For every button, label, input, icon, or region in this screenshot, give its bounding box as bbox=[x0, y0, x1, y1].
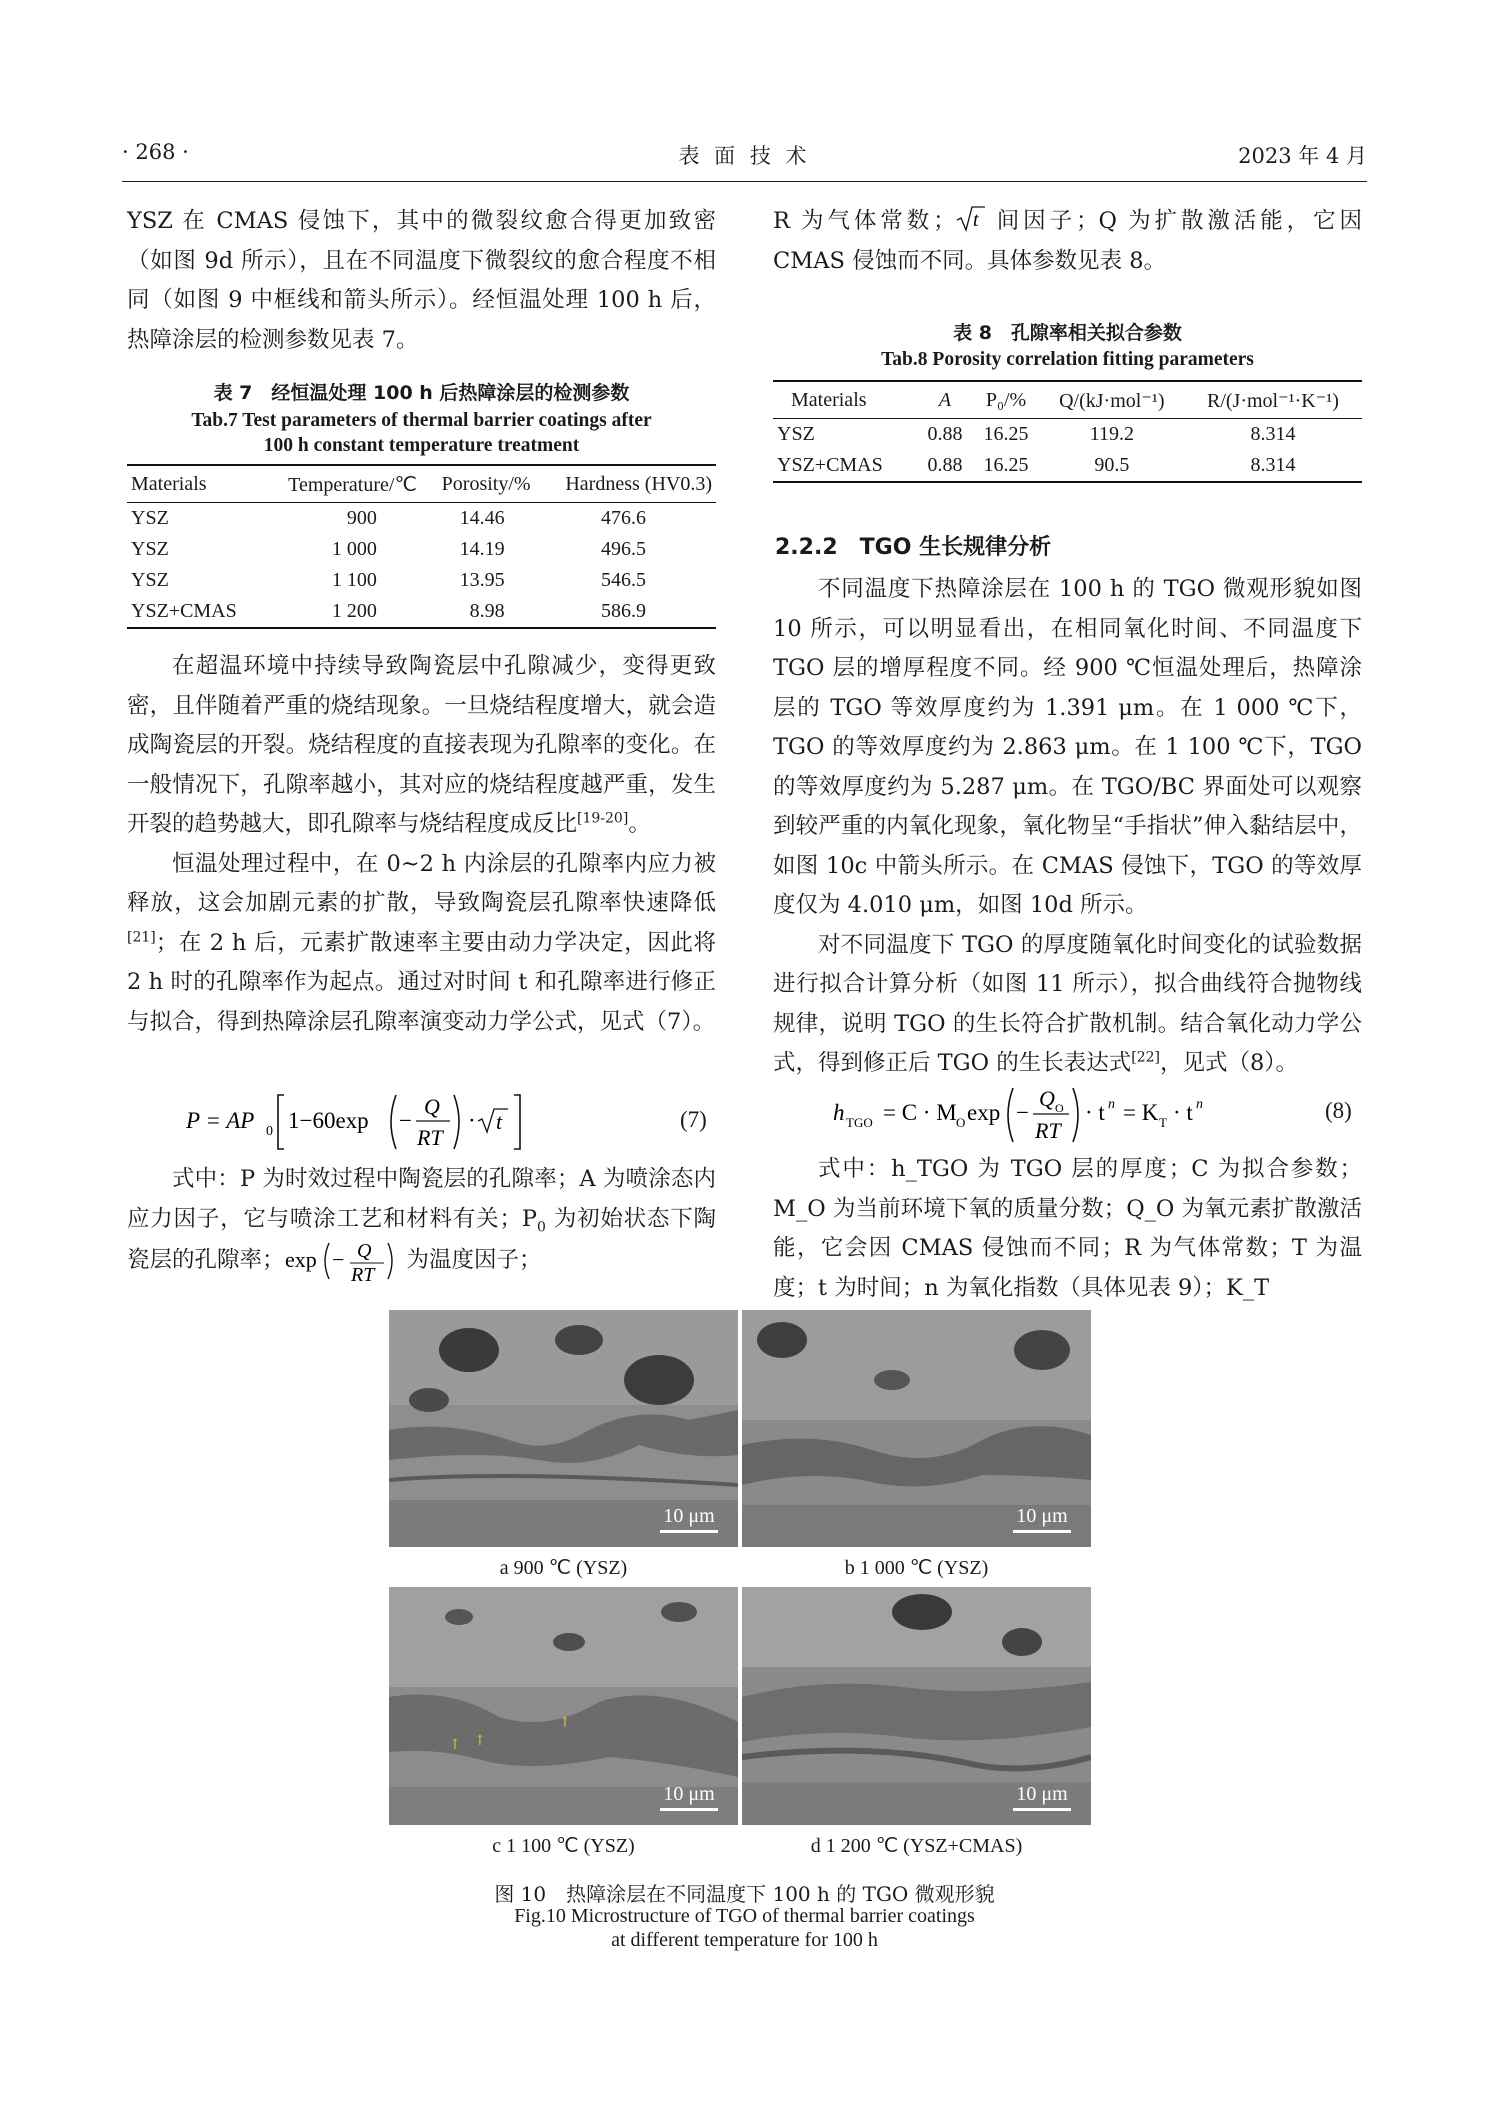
svg-text:↑: ↑ bbox=[559, 1715, 571, 1731]
column-header: P₀/% bbox=[972, 381, 1039, 419]
panel-label-c: c 1 100 ℃ (YSZ) bbox=[492, 1835, 635, 1857]
equation-7-number: (7) bbox=[680, 1107, 707, 1132]
svg-text:h: h bbox=[833, 1100, 845, 1125]
section-heading: 2.2.2 TGO 生长规律分析 bbox=[775, 535, 1052, 560]
table-cell: YSZ+CMAS bbox=[773, 450, 918, 482]
column-header: Hardness (HV0.3) bbox=[535, 465, 716, 503]
panel-label-b: b 1 000 ℃ (YSZ) bbox=[844, 1557, 989, 1579]
figure-caption-cn: 图 10 热障涂层在不同温度下 100 h 的 TGO 微观形貌 bbox=[494, 1882, 995, 1906]
table-row bbox=[127, 503, 716, 535]
left-top-paragraph: YSZ 在 CMAS 侵蚀下，其中的微裂纹愈合得更加致密（如图 9d 所示），且在不同温度下微裂纹的愈合程度不相同（如图 9 中框线和箭头所示）。经恒温处理 100 h 后，热障涂层的检测参数见表 7。 bbox=[127, 208, 716, 353]
header-rule bbox=[122, 181, 1367, 182]
sem-image-a bbox=[389, 1310, 738, 1547]
svg-text:t: t bbox=[972, 209, 979, 231]
table-cell: 476.6 bbox=[601, 507, 646, 529]
table8-caption-cn: 表 8 孔隙率相关拟合参数 bbox=[953, 322, 1182, 344]
panel-label-d: d 1 200 ℃ (YSZ+CMAS) bbox=[810, 1835, 1023, 1857]
equation-8 bbox=[833, 1080, 1233, 1150]
column-header: Temperature/℃ bbox=[260, 465, 420, 503]
table-cell: YSZ bbox=[131, 569, 169, 591]
svg-text:↑: ↑ bbox=[449, 1737, 461, 1753]
table-row bbox=[773, 450, 1362, 482]
equation-7 bbox=[186, 1087, 526, 1157]
sem-image-c bbox=[389, 1587, 738, 1825]
page-number: · 268 · bbox=[122, 140, 189, 164]
svg-text:· t: · t bbox=[1085, 1100, 1105, 1125]
svg-text:O: O bbox=[956, 1115, 966, 1130]
sem-image-d bbox=[742, 1587, 1091, 1825]
table-cell: 16.25 bbox=[983, 423, 1029, 445]
svg-text:RT: RT bbox=[1035, 1118, 1061, 1143]
table-cell: YSZ bbox=[131, 538, 169, 560]
table-row bbox=[127, 596, 716, 628]
panel-label-a: a 900 ℃ (YSZ) bbox=[499, 1557, 628, 1579]
table-row bbox=[127, 534, 716, 565]
issue-date: 2023 年 4 月 bbox=[1238, 144, 1367, 168]
column-header: R/(J·mol⁻¹·K⁻¹) bbox=[1184, 381, 1362, 419]
svg-text:−: − bbox=[331, 1247, 344, 1272]
svg-text:= C · M: = C · M bbox=[883, 1100, 957, 1125]
svg-text:T: T bbox=[1159, 1115, 1167, 1130]
journal-name: 表 面 技 术 bbox=[678, 144, 811, 168]
table7-caption-en-2: 100 h constant temperature treatment bbox=[263, 435, 580, 456]
column-header: Materials bbox=[773, 381, 918, 419]
scale-bar: 10 μm bbox=[660, 1505, 718, 1533]
table-cell: 1 200 bbox=[260, 596, 420, 628]
table-cell: 900 bbox=[346, 507, 377, 529]
table-cell: 8.98 bbox=[421, 596, 535, 628]
scale-bar: 10 μm bbox=[660, 1783, 718, 1811]
table-cell: 0.88 bbox=[927, 423, 963, 445]
sem-image-b bbox=[742, 1310, 1091, 1547]
svg-text:n: n bbox=[1108, 1097, 1115, 1112]
table-cell: 496.5 bbox=[601, 538, 646, 560]
svg-text:−: − bbox=[399, 1108, 412, 1133]
figure-caption-en-1: Fig.10 Microstructure of TGO of thermal barrier coatings bbox=[514, 1905, 975, 1927]
svg-text:RT: RT bbox=[417, 1125, 443, 1150]
table-cell: 90.5 bbox=[1040, 450, 1184, 482]
sqrt-t-symbol bbox=[956, 204, 986, 232]
equation-8-number: (8) bbox=[1325, 1098, 1352, 1123]
left-paragraph-sintering: 在超温环境中持续导致陶瓷层中孔隙减少，变得更致密，且伴随着严重的烧结现象。一旦烧结程度增大，就会造成陶瓷层的开裂。烧结程度的直接表现为孔隙率的变化。在一般情况下，孔隙率越小，其对应的烧结程度越严重，发生开裂的趋势越大，即孔隙率与烧结程度成反比[19-20]。 恒温处理过程中，在 0~2 h 内涂层的孔隙率内应力被释放，这会加剧元素的扩散，导致陶瓷层孔隙率快速降低[21]；在 2 h 后，元素扩散速率主要由动力学决定，因此将 2 h 时的孔隙率作为起点。通过对时间 t 和孔隙率进行修正与拟合，得到热障涂层孔隙率演变动力学公式，见式（7）。 bbox=[127, 653, 716, 1035]
svg-text:t: t bbox=[496, 1109, 503, 1134]
table-header-row bbox=[127, 465, 716, 503]
table-cell: YSZ bbox=[777, 423, 815, 445]
table-header-row bbox=[773, 381, 1362, 419]
table-cell: 0.88 bbox=[918, 450, 973, 482]
svg-text:1−60exp: 1−60exp bbox=[288, 1108, 369, 1133]
svg-text:· t: · t bbox=[1173, 1100, 1193, 1125]
svg-text:RT: RT bbox=[350, 1264, 374, 1283]
table7-caption-cn: 表 7 经恒温处理 100 h 后热障涂层的检测参数 bbox=[213, 382, 630, 404]
table7-caption-en-1: Tab.7 Test parameters of thermal barrier coatings after bbox=[191, 410, 652, 431]
table-cell: 8.314 bbox=[1184, 450, 1362, 482]
temperature-factor-expression bbox=[285, 1239, 407, 1283]
table-cell: 546.5 bbox=[601, 569, 646, 591]
svg-text:O: O bbox=[1055, 1101, 1064, 1115]
svg-text:·: · bbox=[468, 1108, 476, 1133]
table-cell: YSZ+CMAS bbox=[127, 596, 260, 628]
right-paragraph-symbols: 式中：h_TGO 为 TGO 层的厚度；C 为拟合参数；M_O 为当前环境下氧的质量分数；Q_O 为氧元素扩散激活能，它会因 CMAS 侵蚀而不同；R 为气体常数；T 为温度；t 为时间；n 为氧化指数（具体见表 9）；K_T bbox=[773, 1156, 1362, 1301]
table-cell: 8.314 bbox=[1250, 423, 1296, 445]
column-header: A bbox=[918, 381, 973, 419]
table-cell: 16.25 bbox=[972, 450, 1039, 482]
table-cell: 1 000 bbox=[331, 538, 377, 560]
table-cell: 586.9 bbox=[535, 596, 716, 628]
table-cell: 13.95 bbox=[459, 569, 505, 591]
column-header: Q/(kJ·mol⁻¹) bbox=[1040, 381, 1184, 419]
svg-text:↑: ↑ bbox=[474, 1733, 486, 1749]
left-paragraph-symbols: 式中：P 为时效过程中陶瓷层的孔隙率；A 为喷涂态内应力因子，它与喷涂工艺和材料有关；$P_0$ 为初始状态下陶瓷层的孔隙率； exp − Q RT 为温度因子； bbox=[127, 1160, 716, 1283]
svg-text:0: 0 bbox=[266, 1124, 273, 1139]
column-header: Materials bbox=[127, 465, 260, 503]
table-cell: 14.19 bbox=[459, 538, 505, 560]
table8 bbox=[773, 380, 1362, 483]
scale-bar: 10 μm bbox=[1013, 1783, 1071, 1811]
svg-text:P = AP: P = AP bbox=[186, 1108, 255, 1133]
table-cell: 14.46 bbox=[459, 507, 505, 529]
table-cell: 1 100 bbox=[331, 569, 377, 591]
svg-text:Q: Q bbox=[1039, 1086, 1055, 1111]
svg-text:Q: Q bbox=[356, 1240, 371, 1262]
svg-text:−: − bbox=[1016, 1100, 1029, 1125]
right-paragraph-tgo: 不同温度下热障涂层在 100 h 的 TGO 微观形貌如图 10 所示，可以明显看出，在相同氧化时间、不同温度下 TGO 层的增厚程度不同。经 900 ℃恒温处理后，热障涂层的 TGO 等效厚度约为 1.391 μm。在 1 000 ℃下，TGO 的等效厚度约为 2.863 μm。在 1 100 ℃下，TGO 的等效厚度约为 5.287 μm。在 TGO/BC 界面处可以观察到较严重的内氧化现象，氧化物呈“手指状”伸入黏结层中，如图 10c 中箭头所示。在 CMAS 侵蚀下，TGO 的等效厚度仅为 4.010 μm，如图 10d 所示。 对不同温度下 TGO 的厚度随氧化时间变化的试验数据进行拟合计算分析（如图 11 所示），拟合曲线符合抛物线规律，说明 TGO 的生长符合扩散机制。结合氧化动力学公式，得到修正后 TGO 的生长表达式[22]，见式（8）。 bbox=[773, 576, 1362, 1076]
svg-text:exp: exp bbox=[967, 1100, 1001, 1125]
table-row bbox=[127, 565, 716, 596]
table8-caption-en: Tab.8 Porosity correlation fitting parameters bbox=[881, 349, 1254, 370]
svg-text:= K: = K bbox=[1123, 1100, 1159, 1125]
svg-text:n: n bbox=[1196, 1097, 1203, 1112]
svg-text:TGO: TGO bbox=[846, 1115, 873, 1130]
table7 bbox=[127, 464, 716, 629]
scale-bar: 10 μm bbox=[1013, 1505, 1071, 1533]
column-header: Porosity/% bbox=[421, 465, 535, 503]
table-row bbox=[773, 419, 1362, 451]
table-cell: 119.2 bbox=[1089, 423, 1134, 445]
svg-text:exp: exp bbox=[284, 1247, 317, 1272]
right-top-paragraph: R 为气体常数； t 间因子；Q 为扩散激活能，它因 CMAS 侵蚀而不同。具体参数见表 8。 bbox=[773, 202, 1362, 281]
svg-text:Q: Q bbox=[424, 1094, 440, 1119]
figure-caption-en-2: at different temperature for 100 h bbox=[611, 1929, 878, 1951]
table-cell: YSZ bbox=[131, 507, 169, 529]
